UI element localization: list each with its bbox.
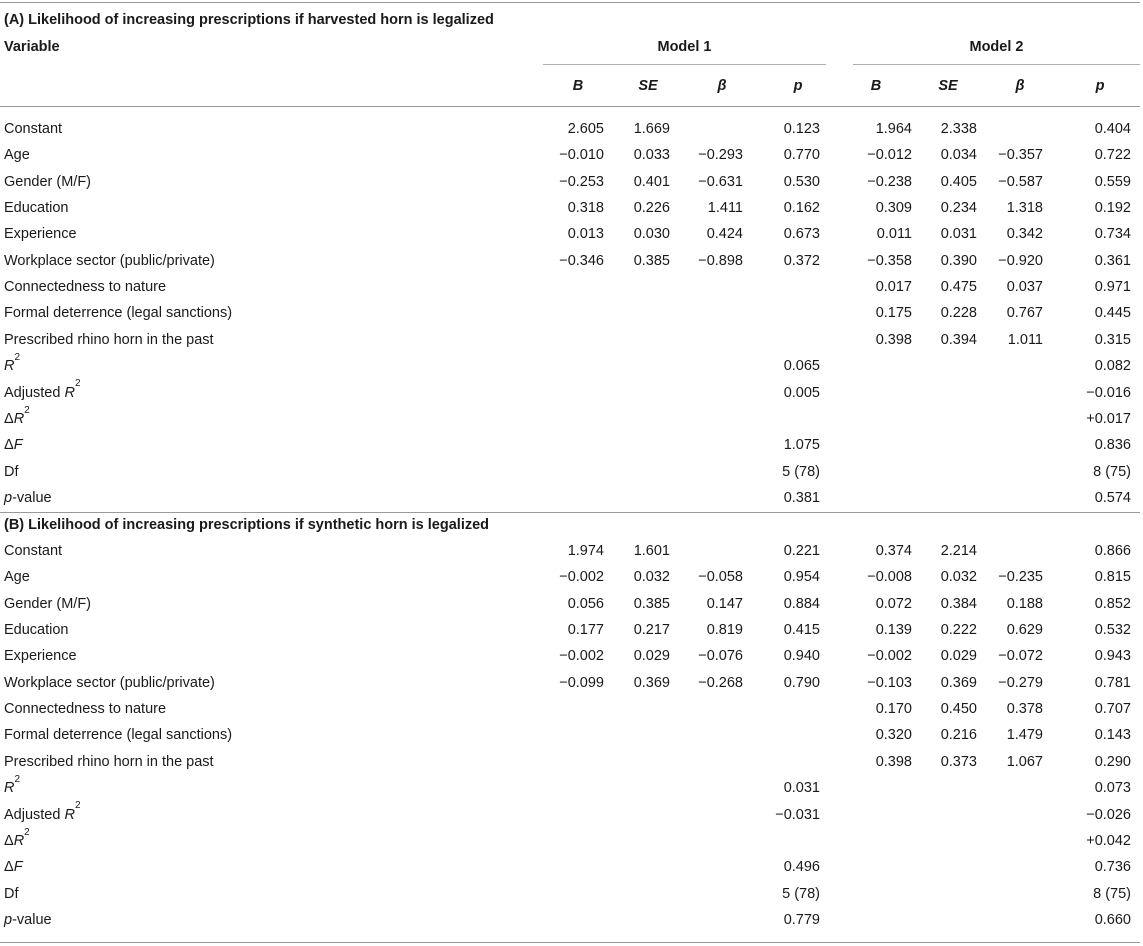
cell-m2-b: 0.072 <box>875 595 912 612</box>
row-label: Age <box>4 569 30 586</box>
stat-prefix: Adjusted <box>4 384 65 401</box>
cell-m1-p: 0.530 <box>783 173 820 190</box>
row-label: Constant <box>4 121 63 137</box>
stat-m1-df: 5 (78) <box>782 463 820 480</box>
cell-m1-se: 1.601 <box>633 543 670 559</box>
cell-m2-se: 0.034 <box>940 147 977 164</box>
cell-m2-se: 0.390 <box>940 252 977 269</box>
row-label: Experience <box>4 226 77 243</box>
cell-m2-se: 0.222 <box>940 622 977 639</box>
col-header-p-m2: p <box>1095 78 1105 94</box>
stat-label-delta_f <box>4 436 23 454</box>
stat-m1-r2: 0.065 <box>783 358 820 375</box>
row-label: Constant <box>4 543 63 559</box>
section-b-title: (B) Likelihood of increasing prescriptions if synthetic horn is legalized <box>4 517 490 533</box>
cell-m1-b: 2.605 <box>567 121 604 137</box>
cell-m2-beta: −0.072 <box>998 648 1043 665</box>
stat-m2-adj_r2: −0.016 <box>1086 384 1131 401</box>
cell-m2-p: 0.404 <box>1094 121 1131 137</box>
cell-m1-beta: −0.293 <box>698 147 743 164</box>
cell-m2-beta: −0.235 <box>998 569 1043 586</box>
cell-m2-se: 0.373 <box>940 753 977 770</box>
cell-m1-beta: 0.147 <box>706 595 743 612</box>
cell-m2-b: 0.139 <box>875 622 912 639</box>
stat-m2-delta_r2: +0.042 <box>1086 832 1131 849</box>
cell-m2-se: 0.234 <box>940 200 977 217</box>
model1-header: Model 1 <box>657 39 712 55</box>
row-label: Age <box>4 147 30 164</box>
cell-m1-beta: 1.411 <box>707 200 743 217</box>
cell-m2-b: −0.012 <box>867 147 912 164</box>
stat-prefix: Δ <box>4 832 14 849</box>
col-header-beta-m1: β <box>717 78 727 94</box>
cell-m1-p: 0.372 <box>783 252 820 269</box>
cell-m1-p: 0.415 <box>783 622 820 639</box>
stat-label-r2 <box>4 351 21 375</box>
cell-m1-se: 1.669 <box>633 121 670 137</box>
stat-m2-r2: 0.082 <box>1094 358 1131 375</box>
cell-m2-p: 0.734 <box>1094 226 1131 243</box>
cell-m2-p: 0.315 <box>1094 331 1131 348</box>
stat-m2-r2: 0.073 <box>1094 780 1131 797</box>
section-a-title: (A) Likelihood of increasing prescriptions if harvested horn is legalized <box>4 12 494 28</box>
cell-m2-b: 0.011 <box>876 226 912 243</box>
cell-m1-beta: 0.424 <box>706 226 743 243</box>
stat-label-delta_r2 <box>4 826 30 850</box>
stat-m1-delta_f: 0.496 <box>783 859 820 876</box>
stat-label-delta_f <box>4 858 23 876</box>
top-rule <box>0 2 1140 3</box>
cell-m2-beta: 0.188 <box>1006 595 1043 612</box>
cell-m2-b: −0.008 <box>867 569 912 586</box>
cell-m1-se: 0.226 <box>633 200 670 217</box>
stat-label-pvalue <box>4 911 52 929</box>
cell-m2-beta: 1.479 <box>1006 727 1043 744</box>
stat-m1-pvalue: 0.779 <box>783 911 820 928</box>
stat-m2-delta_f: 0.736 <box>1094 859 1131 876</box>
cell-m2-beta: −0.279 <box>998 674 1043 691</box>
cell-m1-beta: −0.898 <box>698 252 743 269</box>
stat-variable: R <box>13 410 25 427</box>
cell-m2-p: 0.781 <box>1094 674 1131 691</box>
col-header-b-m1: B <box>572 78 584 94</box>
stat-variable: R <box>4 780 15 797</box>
stat-superscript: 2 <box>14 773 21 785</box>
row-label: Education <box>4 200 69 217</box>
stat-m2-delta_r2: +0.017 <box>1086 410 1131 427</box>
stat-variable: R <box>4 358 15 375</box>
stat-label-adj_r2 <box>4 800 81 824</box>
cell-m1-b: 0.318 <box>567 200 604 217</box>
stat-prefix: Δ <box>4 437 14 454</box>
stat-m1-delta_f: 1.075 <box>783 437 820 454</box>
cell-m2-p: 0.143 <box>1094 727 1131 744</box>
cell-m2-se: 0.228 <box>940 305 977 322</box>
cell-m1-se: 0.030 <box>633 226 670 243</box>
stat-m2-df: 8 (75) <box>1093 463 1131 480</box>
cell-m1-b: −0.002 <box>559 648 604 665</box>
col-header-se-m1: SE <box>638 78 658 94</box>
stat-m2-pvalue: 0.574 <box>1094 489 1131 506</box>
cell-m1-b: 0.177 <box>567 622 604 639</box>
cell-m2-b: 0.175 <box>875 305 912 322</box>
stat-superscript: 2 <box>14 351 21 363</box>
model2-underline <box>853 64 1140 65</box>
cell-m2-p: 0.852 <box>1094 595 1131 612</box>
row-label: Prescribed rhino horn in the past <box>4 753 214 770</box>
row-label: Prescribed rhino horn in the past <box>4 331 214 348</box>
stat-prefix: Δ <box>4 859 14 876</box>
cell-m2-p: 0.192 <box>1094 200 1131 217</box>
cell-m2-b: 0.398 <box>875 753 912 770</box>
cell-m2-b: 0.398 <box>875 331 912 348</box>
stat-m2-delta_f: 0.836 <box>1094 437 1131 454</box>
cell-m2-beta: 0.629 <box>1006 622 1043 639</box>
stat-m1-pvalue: 0.381 <box>783 489 820 506</box>
cell-m1-b: −0.253 <box>559 173 604 190</box>
stat-m1-r2: 0.031 <box>783 780 820 797</box>
cell-m2-se: 0.032 <box>940 569 977 586</box>
cell-m1-b: −0.002 <box>559 569 604 586</box>
row-label: Education <box>4 622 69 639</box>
cell-m2-b: 1.964 <box>875 121 912 137</box>
cell-m2-beta: 1.011 <box>1007 331 1043 348</box>
cell-m2-se: 0.031 <box>940 226 977 243</box>
row-label: Gender (M/F) <box>4 173 92 190</box>
cell-m1-p: 0.954 <box>783 569 820 586</box>
cell-m1-b: 0.013 <box>567 226 604 243</box>
cell-m2-beta: 1.318 <box>1006 200 1043 217</box>
stat-superscript: 2 <box>24 404 30 416</box>
stat-variable: p <box>4 911 13 928</box>
model1-underline <box>543 64 826 65</box>
cell-m2-p: 0.532 <box>1094 622 1131 639</box>
stat-variable: F <box>13 437 23 454</box>
cell-m2-p: 0.815 <box>1094 569 1131 586</box>
cell-m2-p: 0.971 <box>1094 279 1131 296</box>
row-label: Connectedness to nature <box>4 279 167 296</box>
cell-m2-se: 0.394 <box>940 331 977 348</box>
cell-m1-p: 0.884 <box>783 595 820 612</box>
col-header-beta-m2: β <box>1015 78 1025 94</box>
cell-m1-se: 0.401 <box>633 173 670 190</box>
cell-m1-se: 0.032 <box>633 569 670 586</box>
row-label: Formal deterrence (legal sanctions) <box>4 727 233 744</box>
stat-label-r2 <box>4 773 21 797</box>
cell-m1-b: −0.010 <box>559 147 604 164</box>
cell-m1-beta: −0.268 <box>698 674 743 691</box>
stat-m2-pvalue: 0.660 <box>1094 911 1131 928</box>
cell-m1-p: 0.162 <box>783 200 820 217</box>
stat-label-pvalue <box>4 489 52 507</box>
stat-label-df: Df <box>4 885 19 902</box>
cell-m2-b: 0.374 <box>875 543 912 559</box>
stat-superscript: 2 <box>74 378 81 390</box>
cell-m2-se: 0.384 <box>940 595 977 612</box>
col-header-se-m2: SE <box>938 78 958 94</box>
row-label: Formal deterrence (legal sanctions) <box>4 305 233 322</box>
model2-header: Model 2 <box>969 39 1024 55</box>
cell-m2-beta: 0.342 <box>1006 226 1043 243</box>
cell-m2-p: 0.559 <box>1094 173 1131 190</box>
cell-m2-beta: 1.067 <box>1006 753 1043 770</box>
cell-m2-p: 0.445 <box>1094 305 1131 322</box>
cell-m1-beta: 0.819 <box>706 622 743 639</box>
cell-m1-p: 0.770 <box>783 147 820 164</box>
cell-m2-se: 2.214 <box>940 543 977 559</box>
cell-m1-beta: −0.058 <box>698 569 743 586</box>
cell-m2-beta: 0.037 <box>1006 279 1043 296</box>
cell-m1-se: 0.029 <box>633 648 670 665</box>
stat-variable: p <box>4 489 13 506</box>
row-label: Experience <box>4 648 77 665</box>
cell-m2-b: −0.103 <box>867 674 912 691</box>
cell-m2-b: −0.238 <box>867 173 912 190</box>
stat-m2-adj_r2: −0.026 <box>1086 806 1131 823</box>
cell-m1-b: 0.056 <box>567 595 604 612</box>
row-label: Workplace sector (public/private) <box>4 674 215 691</box>
cell-m1-p: 0.123 <box>783 121 820 137</box>
cell-m2-beta: −0.357 <box>998 147 1043 164</box>
cell-m1-p: 0.790 <box>783 674 820 691</box>
cell-m1-p: 0.940 <box>783 648 820 665</box>
cell-m2-p: 0.943 <box>1094 648 1131 665</box>
cell-m2-beta: 0.767 <box>1006 305 1043 322</box>
stat-label-df: Df <box>4 463 19 480</box>
cell-m2-se: 0.405 <box>940 173 977 190</box>
cell-m1-p: 0.673 <box>783 226 820 243</box>
header-rule <box>0 106 1140 107</box>
stat-m2-df: 8 (75) <box>1093 885 1131 902</box>
stat-m1-adj_r2: 0.005 <box>783 384 820 401</box>
stat-variable: R <box>13 832 25 849</box>
cell-m1-se: 0.217 <box>633 622 670 639</box>
cell-m2-b: −0.002 <box>867 648 912 665</box>
stat-label-delta_r2 <box>4 404 30 428</box>
cell-m2-se: 0.475 <box>940 279 977 296</box>
cell-m1-beta: −0.631 <box>698 173 743 190</box>
cell-m1-b: −0.099 <box>559 674 604 691</box>
cell-m2-se: 0.369 <box>940 674 977 691</box>
section-divider-rule <box>0 512 1140 513</box>
cell-m1-b: 1.974 <box>567 543 604 559</box>
stat-m1-df: 5 (78) <box>782 885 820 902</box>
cell-m1-se: 0.385 <box>633 595 670 612</box>
cell-m2-b: 0.017 <box>875 279 912 296</box>
cell-m2-p: 0.361 <box>1094 252 1131 269</box>
bottom-rule <box>0 942 1140 943</box>
cell-m2-p: 0.722 <box>1094 147 1131 164</box>
variable-header: Variable <box>4 39 60 55</box>
cell-m1-se: 0.369 <box>633 674 670 691</box>
stat-variable: F <box>13 859 23 876</box>
row-label: Workplace sector (public/private) <box>4 252 215 269</box>
cell-m2-b: 0.320 <box>875 727 912 744</box>
stat-variable: R <box>64 384 75 401</box>
cell-m2-p: 0.866 <box>1094 543 1131 559</box>
cell-m1-se: 0.385 <box>633 252 670 269</box>
cell-m1-b: −0.346 <box>559 252 604 269</box>
cell-m2-p: 0.290 <box>1094 753 1131 770</box>
stat-suffix: -value <box>12 911 52 928</box>
stat-prefix: Adjusted <box>4 806 65 823</box>
stat-superscript: 2 <box>24 826 30 838</box>
cell-m1-se: 0.033 <box>633 147 670 164</box>
cell-m2-se: 2.338 <box>940 121 977 137</box>
col-header-b-m2: B <box>870 78 882 94</box>
row-label: Gender (M/F) <box>4 595 92 612</box>
cell-m2-se: 0.450 <box>940 701 977 718</box>
cell-m2-beta: −0.920 <box>998 252 1043 269</box>
stat-suffix: -value <box>12 489 52 506</box>
stat-prefix: Δ <box>4 410 14 427</box>
cell-m2-p: 0.707 <box>1094 701 1131 718</box>
stat-label-adj_r2 <box>4 378 81 402</box>
stat-m1-adj_r2: −0.031 <box>775 806 820 823</box>
cell-m1-beta: −0.076 <box>698 648 743 665</box>
stat-superscript: 2 <box>74 800 81 812</box>
stat-variable: R <box>64 806 75 823</box>
cell-m2-b: 0.309 <box>875 200 912 217</box>
cell-m2-se: 0.216 <box>940 727 977 744</box>
cell-m1-p: 0.221 <box>783 543 820 559</box>
cell-m2-beta: −0.587 <box>998 173 1043 190</box>
cell-m2-b: 0.170 <box>875 701 912 718</box>
cell-m2-b: −0.358 <box>867 252 912 269</box>
cell-m2-se: 0.029 <box>940 648 977 665</box>
col-header-p-m1: p <box>793 78 803 94</box>
cell-m2-beta: 0.378 <box>1006 701 1043 718</box>
row-label: Connectedness to nature <box>4 701 167 718</box>
